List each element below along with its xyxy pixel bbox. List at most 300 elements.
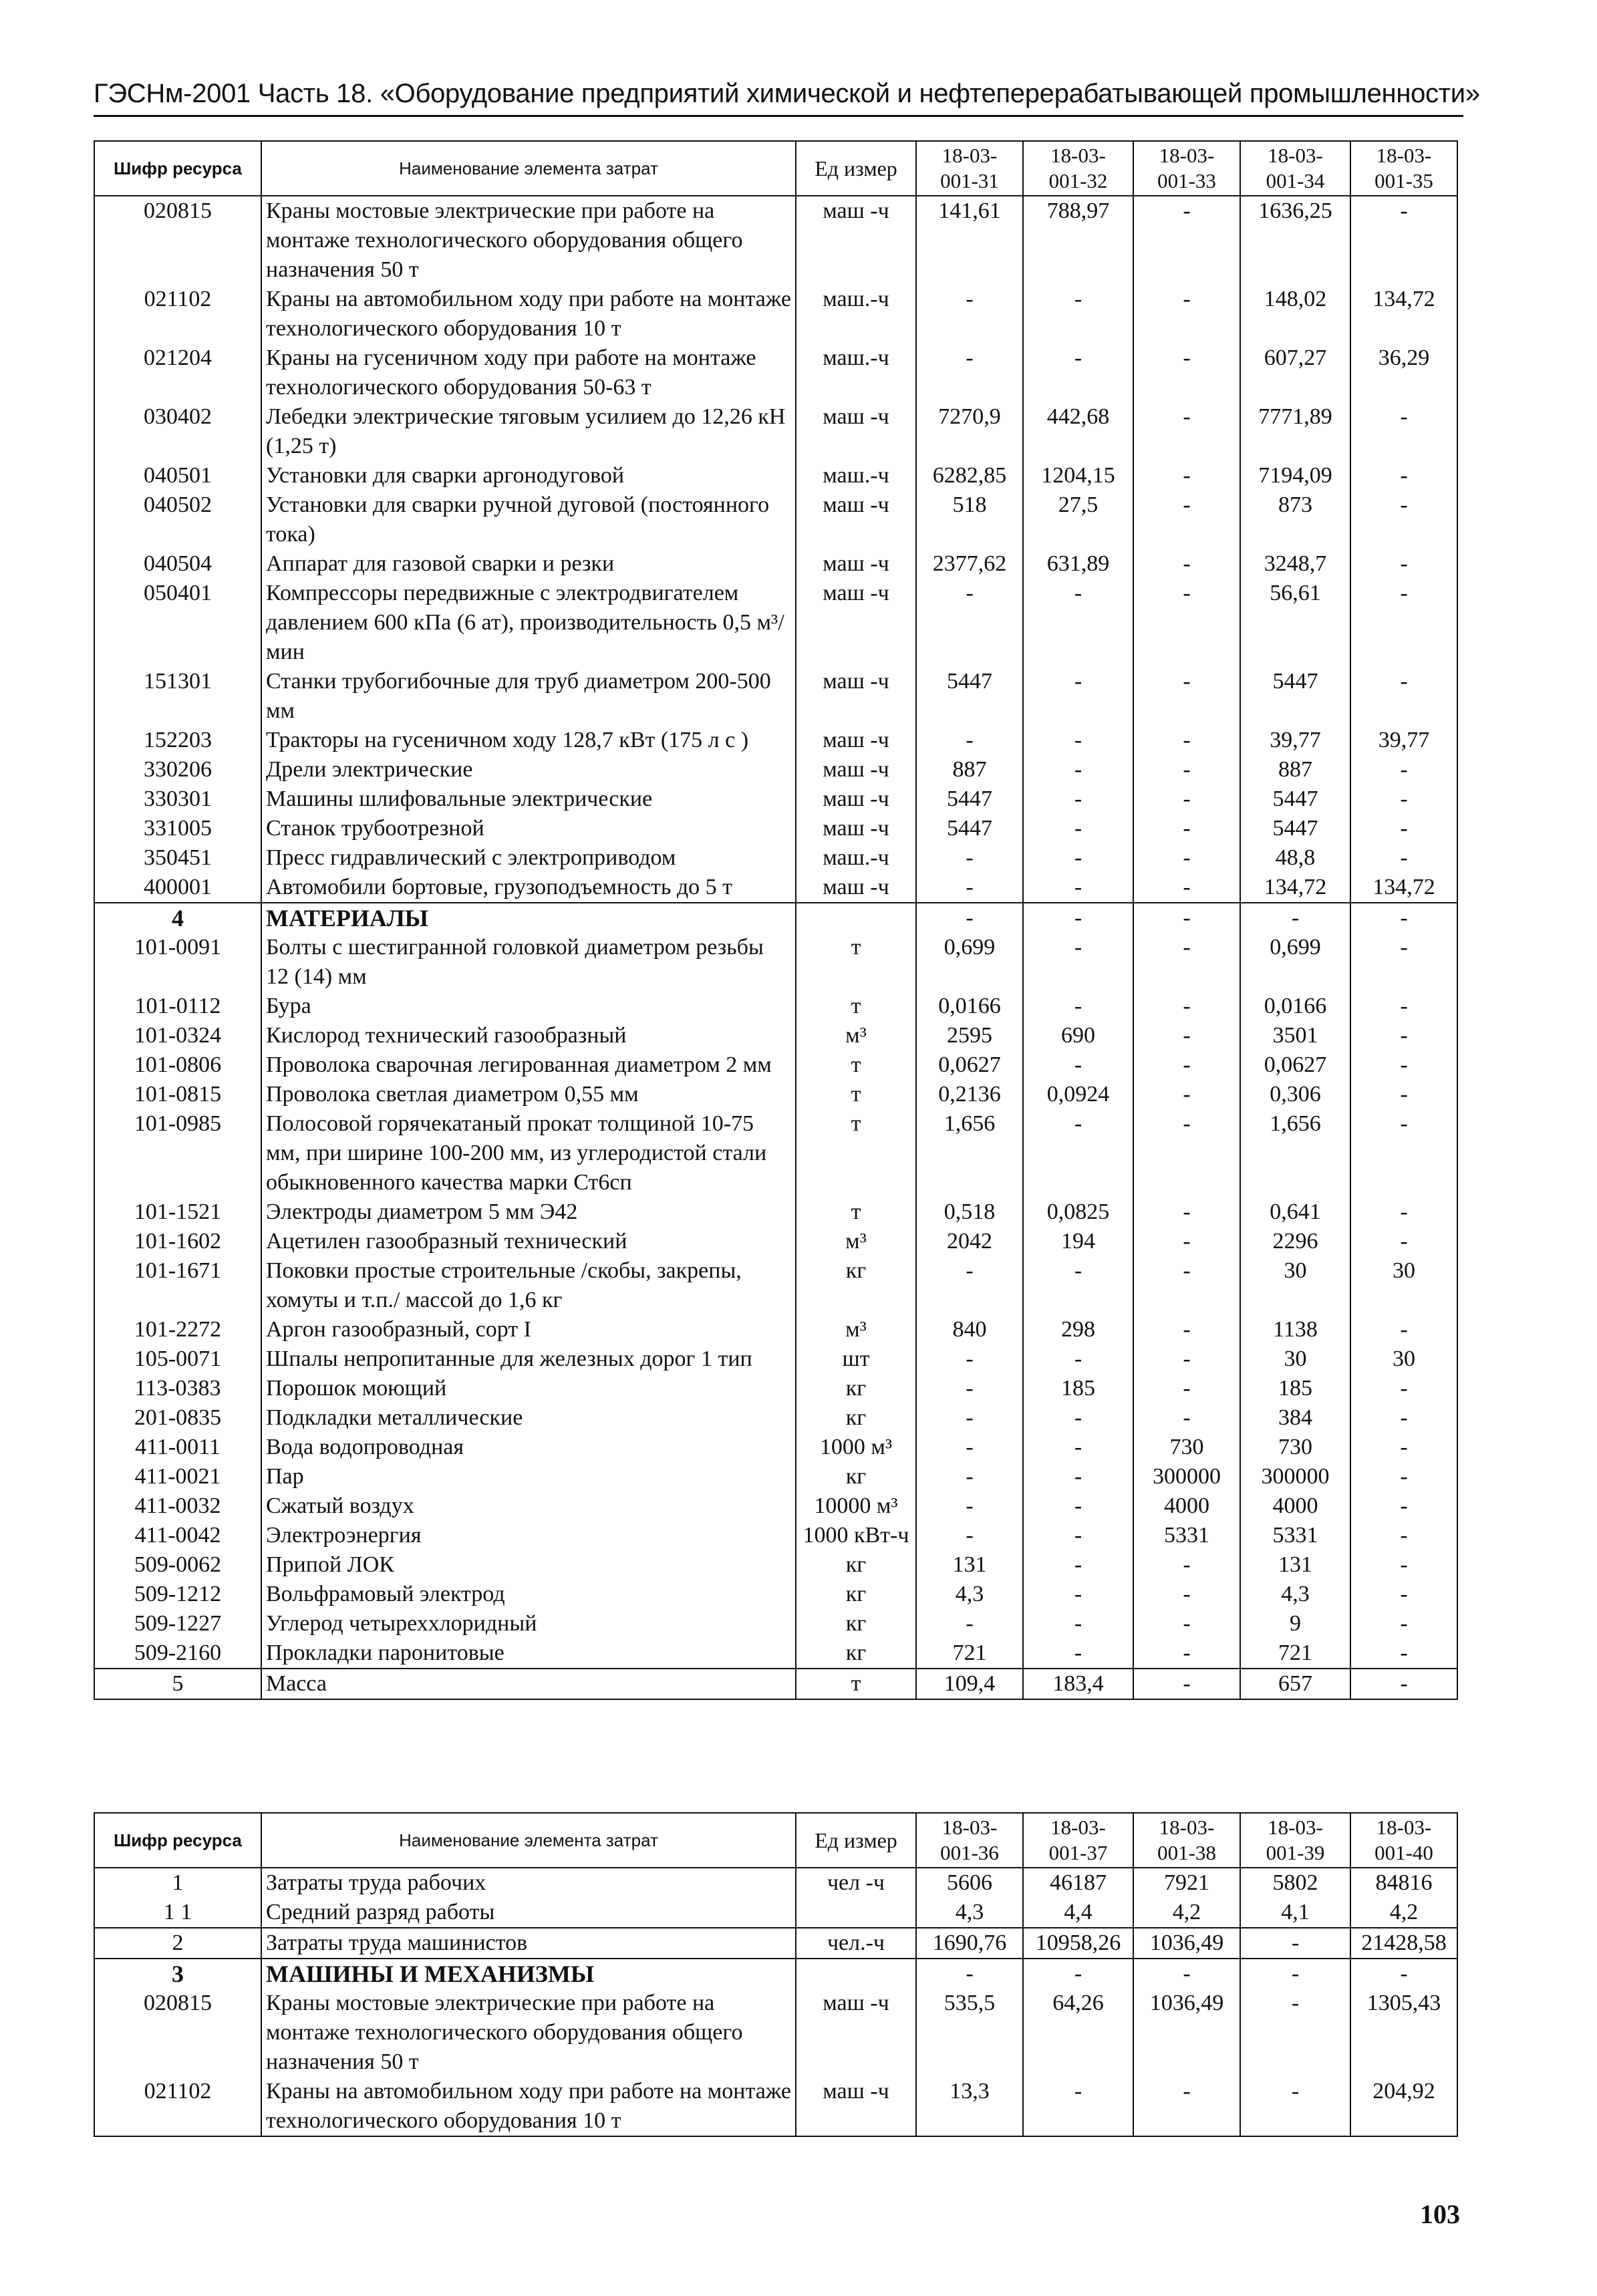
resource-code: 330206 bbox=[94, 755, 261, 784]
value-col-5: - bbox=[1350, 903, 1457, 933]
resource-code: 101-0815 bbox=[94, 1080, 261, 1109]
value-col-2: 631,89 bbox=[1023, 549, 1133, 579]
value-col-3: - bbox=[1133, 1197, 1240, 1227]
value-col-1: - bbox=[916, 1403, 1023, 1433]
value-col-1: 887 bbox=[916, 755, 1023, 784]
header-col-4: 18-03- 001-34 bbox=[1240, 141, 1350, 196]
resource-name: Шпалы непропитанные для железных дорог 1 тип bbox=[261, 1344, 796, 1374]
page-header: ГЭСНм-2001 Часть 18. «Оборудование предприятий химической и нефтеперерабатывающей промышленности» bbox=[94, 79, 1480, 108]
value-col-1: 5447 bbox=[916, 814, 1023, 843]
value-col-2: 690 bbox=[1023, 1021, 1133, 1050]
header-col-1: 18-03- 001-31 bbox=[916, 141, 1023, 196]
value-col-2: - bbox=[1023, 1433, 1133, 1462]
resource-unit bbox=[796, 1898, 916, 1928]
resource-code: 509-0062 bbox=[94, 1550, 261, 1580]
resource-unit: маш.-ч bbox=[796, 461, 916, 490]
table-row bbox=[94, 1344, 1457, 1374]
value-col-3: - bbox=[1133, 490, 1240, 549]
value-col-4: 7771,89 bbox=[1240, 402, 1350, 461]
value-col-4: 4000 bbox=[1240, 1491, 1350, 1521]
resource-unit: т bbox=[796, 1080, 916, 1109]
value-col-5: 134,72 bbox=[1350, 285, 1457, 343]
table-row bbox=[94, 402, 1457, 461]
resource-name: Краны на гусеничном ходу при работе на монтаже технологического оборудования 50-63 т bbox=[261, 343, 796, 402]
table-row bbox=[94, 1669, 1457, 1699]
value-col-3: - bbox=[1133, 933, 1240, 992]
value-col-3: - bbox=[1133, 1959, 1240, 1989]
resource-unit: кг bbox=[796, 1403, 916, 1433]
value-col-2: - bbox=[1023, 1580, 1133, 1609]
resource-code: 101-0091 bbox=[94, 933, 261, 992]
resource-unit: т bbox=[796, 1197, 916, 1227]
resource-unit: маш -ч bbox=[796, 196, 916, 285]
value-col-4: 721 bbox=[1240, 1638, 1350, 1669]
table-row bbox=[94, 1403, 1457, 1433]
value-col-4: 131 bbox=[1240, 1550, 1350, 1580]
value-col-5: 39,77 bbox=[1350, 726, 1457, 755]
resource-name: Пресс гидравлический с электроприводом bbox=[261, 843, 796, 873]
value-col-5: 36,29 bbox=[1350, 343, 1457, 402]
value-col-5: - bbox=[1350, 667, 1457, 726]
resource-code: 030402 bbox=[94, 402, 261, 461]
resource-unit: маш -ч bbox=[796, 402, 916, 461]
value-col-4: 39,77 bbox=[1240, 726, 1350, 755]
resource-unit: 1000 кВт-ч bbox=[796, 1521, 916, 1550]
value-col-1: 0,699 bbox=[916, 933, 1023, 992]
value-col-2: - bbox=[1023, 933, 1133, 992]
value-col-2: 46187 bbox=[1023, 1868, 1133, 1898]
resource-name: Бура bbox=[261, 992, 796, 1021]
resource-unit: кг bbox=[796, 1638, 916, 1669]
value-col-4: 384 bbox=[1240, 1403, 1350, 1433]
value-col-5: - bbox=[1350, 1021, 1457, 1050]
value-col-5: - bbox=[1350, 1638, 1457, 1669]
resource-code: 050401 bbox=[94, 579, 261, 667]
resource-name: Кислород технический газообразный bbox=[261, 1021, 796, 1050]
value-col-3: - bbox=[1133, 343, 1240, 402]
resource-code: 201-0835 bbox=[94, 1403, 261, 1433]
value-col-2: - bbox=[1023, 784, 1133, 814]
value-col-4: 2296 bbox=[1240, 1227, 1350, 1256]
value-col-3: - bbox=[1133, 1669, 1240, 1699]
value-col-2: - bbox=[1023, 1491, 1133, 1521]
table-row bbox=[94, 1609, 1457, 1638]
resource-unit: т bbox=[796, 1669, 916, 1699]
resource-name: Лебедки электрические тяговым усилием до 12,26 кН (1,25 т) bbox=[261, 402, 796, 461]
resource-name: Краны мостовые электрические при работе на монтаже технологического оборудования общего назначения 50 т bbox=[261, 1989, 796, 2077]
value-col-1: 0,518 bbox=[916, 1197, 1023, 1227]
resource-name: Установки для сварки ручной дуговой (постоянного тока) bbox=[261, 490, 796, 549]
value-col-3: - bbox=[1133, 726, 1240, 755]
value-col-3: - bbox=[1133, 784, 1240, 814]
resource-unit: м³ bbox=[796, 1021, 916, 1050]
resource-code: 021102 bbox=[94, 2077, 261, 2136]
value-col-2: - bbox=[1023, 1109, 1133, 1197]
resource-name: Установки для сварки аргонодуговой bbox=[261, 461, 796, 490]
value-col-4: 887 bbox=[1240, 755, 1350, 784]
value-col-2: 64,26 bbox=[1023, 1989, 1133, 2077]
resource-name: Автомобили бортовые, грузоподъемность до 5 т bbox=[261, 873, 796, 903]
resource-unit: м³ bbox=[796, 1315, 916, 1344]
value-col-5: - bbox=[1350, 1491, 1457, 1521]
table-row bbox=[94, 873, 1457, 903]
value-col-5: 30 bbox=[1350, 1344, 1457, 1374]
value-col-2: - bbox=[1023, 1256, 1133, 1315]
value-col-4: 300000 bbox=[1240, 1462, 1350, 1491]
value-col-2: - bbox=[1023, 2077, 1133, 2136]
table-row bbox=[94, 1227, 1457, 1256]
value-col-5: - bbox=[1350, 1050, 1457, 1080]
value-col-3: - bbox=[1133, 196, 1240, 285]
resource-name: Краны мостовые электрические при работе на монтаже технологического оборудования общего назначения 50 т bbox=[261, 196, 796, 285]
table-row bbox=[94, 1580, 1457, 1609]
value-col-5: - bbox=[1350, 1580, 1457, 1609]
value-col-5: - bbox=[1350, 843, 1457, 873]
resource-name: Углерод четыреххлоридный bbox=[261, 1609, 796, 1638]
resource-table-2 bbox=[94, 1812, 1458, 2137]
value-col-2: - bbox=[1023, 1403, 1133, 1433]
value-col-5: 204,92 bbox=[1350, 2077, 1457, 2136]
value-col-1: - bbox=[916, 1374, 1023, 1403]
value-col-1: 721 bbox=[916, 1638, 1023, 1669]
value-col-2: 10958,26 bbox=[1023, 1928, 1133, 1959]
value-col-3: - bbox=[1133, 2077, 1240, 2136]
header-col-5: 18-03- 001-40 bbox=[1350, 1813, 1457, 1868]
resource-name: Краны на автомобильном ходу при работе на монтаже технологического оборудования 10 т bbox=[261, 285, 796, 343]
value-col-5: - bbox=[1350, 1403, 1457, 1433]
resource-unit: кг bbox=[796, 1462, 916, 1491]
value-col-4: - bbox=[1240, 1928, 1350, 1959]
value-col-1: 109,4 bbox=[916, 1669, 1023, 1699]
value-col-1: - bbox=[916, 903, 1023, 933]
table-row bbox=[94, 992, 1457, 1021]
resource-code: 101-0985 bbox=[94, 1109, 261, 1197]
value-col-3: - bbox=[1133, 1638, 1240, 1669]
resource-name: МАТЕРИАЛЫ bbox=[261, 903, 796, 933]
table-row bbox=[94, 784, 1457, 814]
value-col-2: - bbox=[1023, 285, 1133, 343]
value-col-4: 5447 bbox=[1240, 667, 1350, 726]
resource-name: Затраты труда рабочих bbox=[261, 1868, 796, 1898]
value-col-3: - bbox=[1133, 667, 1240, 726]
table-row bbox=[94, 1928, 1457, 1959]
value-col-4: - bbox=[1240, 1989, 1350, 2077]
header-col-3: 18-03- 001-33 bbox=[1133, 141, 1240, 196]
resource-unit: кг bbox=[796, 1256, 916, 1315]
value-col-2: - bbox=[1023, 873, 1133, 903]
resource-name: Болты с шестигранной головкой диаметром резьбы 12 (14) мм bbox=[261, 933, 796, 992]
table-row bbox=[94, 755, 1457, 784]
resource-name: Порошок моющий bbox=[261, 1374, 796, 1403]
resource-name: Полосовой горячекатаный прокат толщиной 10-75 мм, при ширине 100-200 мм, из углеродистой стали обыкновенного качества марки Ст6сп bbox=[261, 1109, 796, 1197]
resource-code: 101-1521 bbox=[94, 1197, 261, 1227]
value-col-4: 4,1 bbox=[1240, 1898, 1350, 1928]
header-code: Шифр ресурса bbox=[94, 141, 261, 196]
resource-code: 331005 bbox=[94, 814, 261, 843]
resource-code: 151301 bbox=[94, 667, 261, 726]
table-row bbox=[94, 1021, 1457, 1050]
resource-name: Электроэнергия bbox=[261, 1521, 796, 1550]
value-col-4: 3501 bbox=[1240, 1021, 1350, 1050]
resource-unit bbox=[796, 903, 916, 933]
value-col-2: 183,4 bbox=[1023, 1669, 1133, 1699]
value-col-5: - bbox=[1350, 1374, 1457, 1403]
value-col-3: - bbox=[1133, 843, 1240, 873]
resource-unit: кг bbox=[796, 1580, 916, 1609]
value-col-5: - bbox=[1350, 1609, 1457, 1638]
value-col-2: 0,0825 bbox=[1023, 1197, 1133, 1227]
value-col-3: - bbox=[1133, 1050, 1240, 1080]
table-header-row bbox=[94, 1813, 1457, 1868]
resource-code: 5 bbox=[94, 1669, 261, 1699]
resource-code: 509-1227 bbox=[94, 1609, 261, 1638]
table-row bbox=[94, 1959, 1457, 1989]
table-row bbox=[94, 1989, 1457, 2077]
resource-name: МАШИНЫ И МЕХАНИЗМЫ bbox=[261, 1959, 796, 1989]
header-col-1: 18-03- 001-36 bbox=[916, 1813, 1023, 1868]
resource-name: Проволока сварочная легированная диаметром 2 мм bbox=[261, 1050, 796, 1080]
value-col-5: - bbox=[1350, 549, 1457, 579]
value-col-1: - bbox=[916, 343, 1023, 402]
resource-unit: т bbox=[796, 933, 916, 992]
value-col-4: 1138 bbox=[1240, 1315, 1350, 1344]
table-row bbox=[94, 1197, 1457, 1227]
resource-code: 4 bbox=[94, 903, 261, 933]
resource-code: 411-0032 bbox=[94, 1491, 261, 1521]
value-col-4: 5802 bbox=[1240, 1868, 1350, 1898]
resource-code: 411-0011 bbox=[94, 1433, 261, 1462]
resource-name: Подкладки металлические bbox=[261, 1403, 796, 1433]
value-col-3: - bbox=[1133, 1374, 1240, 1403]
resource-name: Аргон газообразный, сорт I bbox=[261, 1315, 796, 1344]
value-col-4: 9 bbox=[1240, 1609, 1350, 1638]
value-col-4: 134,72 bbox=[1240, 873, 1350, 903]
value-col-1: 0,2136 bbox=[916, 1080, 1023, 1109]
table-row bbox=[94, 1374, 1457, 1403]
value-col-3: - bbox=[1133, 1256, 1240, 1315]
value-col-1: 7270,9 bbox=[916, 402, 1023, 461]
header-col-4: 18-03- 001-39 bbox=[1240, 1813, 1350, 1868]
value-col-3: - bbox=[1133, 402, 1240, 461]
resource-unit: т bbox=[796, 1109, 916, 1197]
resource-name: Тракторы на гусеничном ходу 128,7 кВт (175 л с ) bbox=[261, 726, 796, 755]
resource-unit: кг bbox=[796, 1374, 916, 1403]
value-col-5: - bbox=[1350, 402, 1457, 461]
resource-name: Электроды диаметром 5 мм Э42 bbox=[261, 1197, 796, 1227]
resource-unit: маш -ч bbox=[796, 873, 916, 903]
value-col-1: 2595 bbox=[916, 1021, 1023, 1050]
table-row bbox=[94, 1898, 1457, 1928]
value-col-1: - bbox=[916, 1433, 1023, 1462]
value-col-1: 4,3 bbox=[916, 1898, 1023, 1928]
header-unit: Ед измер bbox=[796, 141, 916, 196]
resource-name: Вольфрамовый электрод bbox=[261, 1580, 796, 1609]
value-col-4: 7194,09 bbox=[1240, 461, 1350, 490]
value-col-5: 30 bbox=[1350, 1256, 1457, 1315]
value-col-3: - bbox=[1133, 285, 1240, 343]
value-col-4: 1636,25 bbox=[1240, 196, 1350, 285]
resource-code: 101-0112 bbox=[94, 992, 261, 1021]
value-col-4: - bbox=[1240, 903, 1350, 933]
resource-code: 040504 bbox=[94, 549, 261, 579]
value-col-1: 5606 bbox=[916, 1868, 1023, 1898]
value-col-1: - bbox=[916, 726, 1023, 755]
table-row bbox=[94, 903, 1457, 933]
value-col-2: - bbox=[1023, 992, 1133, 1021]
resource-name: Припой ЛОК bbox=[261, 1550, 796, 1580]
table-row bbox=[94, 285, 1457, 343]
header-name: Наименование элемента затрат bbox=[261, 141, 796, 196]
value-col-1: - bbox=[916, 1521, 1023, 1550]
resource-name: Машины шлифовальные электрические bbox=[261, 784, 796, 814]
table-row bbox=[94, 1462, 1457, 1491]
resource-name: Аппарат для газовой сварки и резки bbox=[261, 549, 796, 579]
resource-name: Станки трубогибочные для труб диаметром 200-500 мм bbox=[261, 667, 796, 726]
value-col-4: 30 bbox=[1240, 1344, 1350, 1374]
value-col-1: - bbox=[916, 1462, 1023, 1491]
resource-code: 113-0383 bbox=[94, 1374, 261, 1403]
value-col-2: 4,4 bbox=[1023, 1898, 1133, 1928]
value-col-2: 1204,15 bbox=[1023, 461, 1133, 490]
value-col-3: 7921 bbox=[1133, 1868, 1240, 1898]
value-col-2: 788,97 bbox=[1023, 196, 1133, 285]
value-col-1: 5447 bbox=[916, 784, 1023, 814]
resource-unit: маш.-ч bbox=[796, 285, 916, 343]
value-col-4: 3248,7 bbox=[1240, 549, 1350, 579]
value-col-3: - bbox=[1133, 461, 1240, 490]
table-header-row bbox=[94, 141, 1457, 196]
value-col-3: - bbox=[1133, 873, 1240, 903]
value-col-1: 141,61 bbox=[916, 196, 1023, 285]
value-col-3: - bbox=[1133, 755, 1240, 784]
resource-code: 350451 bbox=[94, 843, 261, 873]
value-col-1: 518 bbox=[916, 490, 1023, 549]
value-col-4: 0,306 bbox=[1240, 1080, 1350, 1109]
value-col-5: - bbox=[1350, 1197, 1457, 1227]
resource-code: 3 bbox=[94, 1959, 261, 1989]
value-col-1: 1690,76 bbox=[916, 1928, 1023, 1959]
value-col-5: - bbox=[1350, 1433, 1457, 1462]
resource-name: Ацетилен газообразный технический bbox=[261, 1227, 796, 1256]
value-col-3: 4,2 bbox=[1133, 1898, 1240, 1928]
table-row bbox=[94, 1080, 1457, 1109]
resource-name: Прокладки паронитовые bbox=[261, 1638, 796, 1669]
table-row bbox=[94, 814, 1457, 843]
resource-name: Компрессоры передвижные с электродвигателем давлением 600 кПа (6 ат), производительность 0,5 м³/мин bbox=[261, 579, 796, 667]
resource-unit: маш -ч bbox=[796, 667, 916, 726]
value-col-3: - bbox=[1133, 1550, 1240, 1580]
value-col-3: - bbox=[1133, 1344, 1240, 1374]
value-col-5: - bbox=[1350, 1462, 1457, 1491]
value-col-3: - bbox=[1133, 549, 1240, 579]
resource-code: 040502 bbox=[94, 490, 261, 549]
value-col-4: 185 bbox=[1240, 1374, 1350, 1403]
value-col-2: - bbox=[1023, 843, 1133, 873]
resource-code: 101-1602 bbox=[94, 1227, 261, 1256]
table-row bbox=[94, 343, 1457, 402]
value-col-3: - bbox=[1133, 1227, 1240, 1256]
table-row bbox=[94, 461, 1457, 490]
resource-unit: маш -ч bbox=[796, 579, 916, 667]
table-row bbox=[94, 667, 1457, 726]
value-col-1: 840 bbox=[916, 1315, 1023, 1344]
value-col-2: 0,0924 bbox=[1023, 1080, 1133, 1109]
value-col-1: 5447 bbox=[916, 667, 1023, 726]
resource-name: Поковки простые строительные /скобы, закрепы, хомуты и т.п./ массой до 1,6 кг bbox=[261, 1256, 796, 1315]
table-row bbox=[94, 1550, 1457, 1580]
resource-code: 330301 bbox=[94, 784, 261, 814]
value-col-1: - bbox=[916, 1959, 1023, 1989]
value-col-5: - bbox=[1350, 579, 1457, 667]
page-number: 103 bbox=[1420, 2199, 1460, 2229]
value-col-2: - bbox=[1023, 814, 1133, 843]
value-col-4: 0,699 bbox=[1240, 933, 1350, 992]
resource-unit: маш -ч bbox=[796, 814, 916, 843]
resource-unit: маш -ч bbox=[796, 549, 916, 579]
value-col-4: 607,27 bbox=[1240, 343, 1350, 402]
resource-unit: кг bbox=[796, 1609, 916, 1638]
value-col-2: 27,5 bbox=[1023, 490, 1133, 549]
table-row bbox=[94, 1638, 1457, 1669]
table-row bbox=[94, 490, 1457, 549]
value-col-3: 1036,49 bbox=[1133, 1928, 1240, 1959]
header-unit: Ед измер bbox=[796, 1813, 916, 1868]
value-col-2: - bbox=[1023, 1550, 1133, 1580]
value-col-2: - bbox=[1023, 903, 1133, 933]
value-col-1: - bbox=[916, 1609, 1023, 1638]
value-col-1: 13,3 bbox=[916, 2077, 1023, 2136]
value-col-5: - bbox=[1350, 1521, 1457, 1550]
table-row bbox=[94, 579, 1457, 667]
resource-code: 1 1 bbox=[94, 1898, 261, 1928]
resource-name: Масса bbox=[261, 1669, 796, 1699]
resource-code: 2 bbox=[94, 1928, 261, 1959]
resource-code: 411-0021 bbox=[94, 1462, 261, 1491]
resource-name: Вода водопроводная bbox=[261, 1433, 796, 1462]
resource-code: 152203 bbox=[94, 726, 261, 755]
table-row bbox=[94, 1050, 1457, 1080]
table-row bbox=[94, 1433, 1457, 1462]
value-col-5: - bbox=[1350, 933, 1457, 992]
value-col-2: - bbox=[1023, 343, 1133, 402]
value-col-2: - bbox=[1023, 1462, 1133, 1491]
value-col-1: 2377,62 bbox=[916, 549, 1023, 579]
resource-unit bbox=[796, 1959, 916, 1989]
value-col-4: 56,61 bbox=[1240, 579, 1350, 667]
value-col-1: - bbox=[916, 285, 1023, 343]
resource-name: Краны на автомобильном ходу при работе на монтаже технологического оборудования 10 т bbox=[261, 2077, 796, 2136]
value-col-5: - bbox=[1350, 1669, 1457, 1699]
value-col-5: - bbox=[1350, 1080, 1457, 1109]
value-col-4: 873 bbox=[1240, 490, 1350, 549]
resource-code: 020815 bbox=[94, 196, 261, 285]
header-col-2: 18-03- 001-32 bbox=[1023, 141, 1133, 196]
header-code: Шифр ресурса bbox=[94, 1813, 261, 1868]
resource-unit: т bbox=[796, 1050, 916, 1080]
resource-name: Сжатый воздух bbox=[261, 1491, 796, 1521]
table-row bbox=[94, 1521, 1457, 1550]
resource-code: 101-1671 bbox=[94, 1256, 261, 1315]
value-col-1: - bbox=[916, 1491, 1023, 1521]
value-col-1: - bbox=[916, 1344, 1023, 1374]
resource-unit: кг bbox=[796, 1550, 916, 1580]
value-col-3: 5331 bbox=[1133, 1521, 1240, 1550]
resource-name: Средний разряд работы bbox=[261, 1898, 796, 1928]
value-col-3: 1036,49 bbox=[1133, 1989, 1240, 2077]
resource-code: 101-2272 bbox=[94, 1315, 261, 1344]
resource-unit: маш.-ч bbox=[796, 343, 916, 402]
resource-code: 021204 bbox=[94, 343, 261, 402]
